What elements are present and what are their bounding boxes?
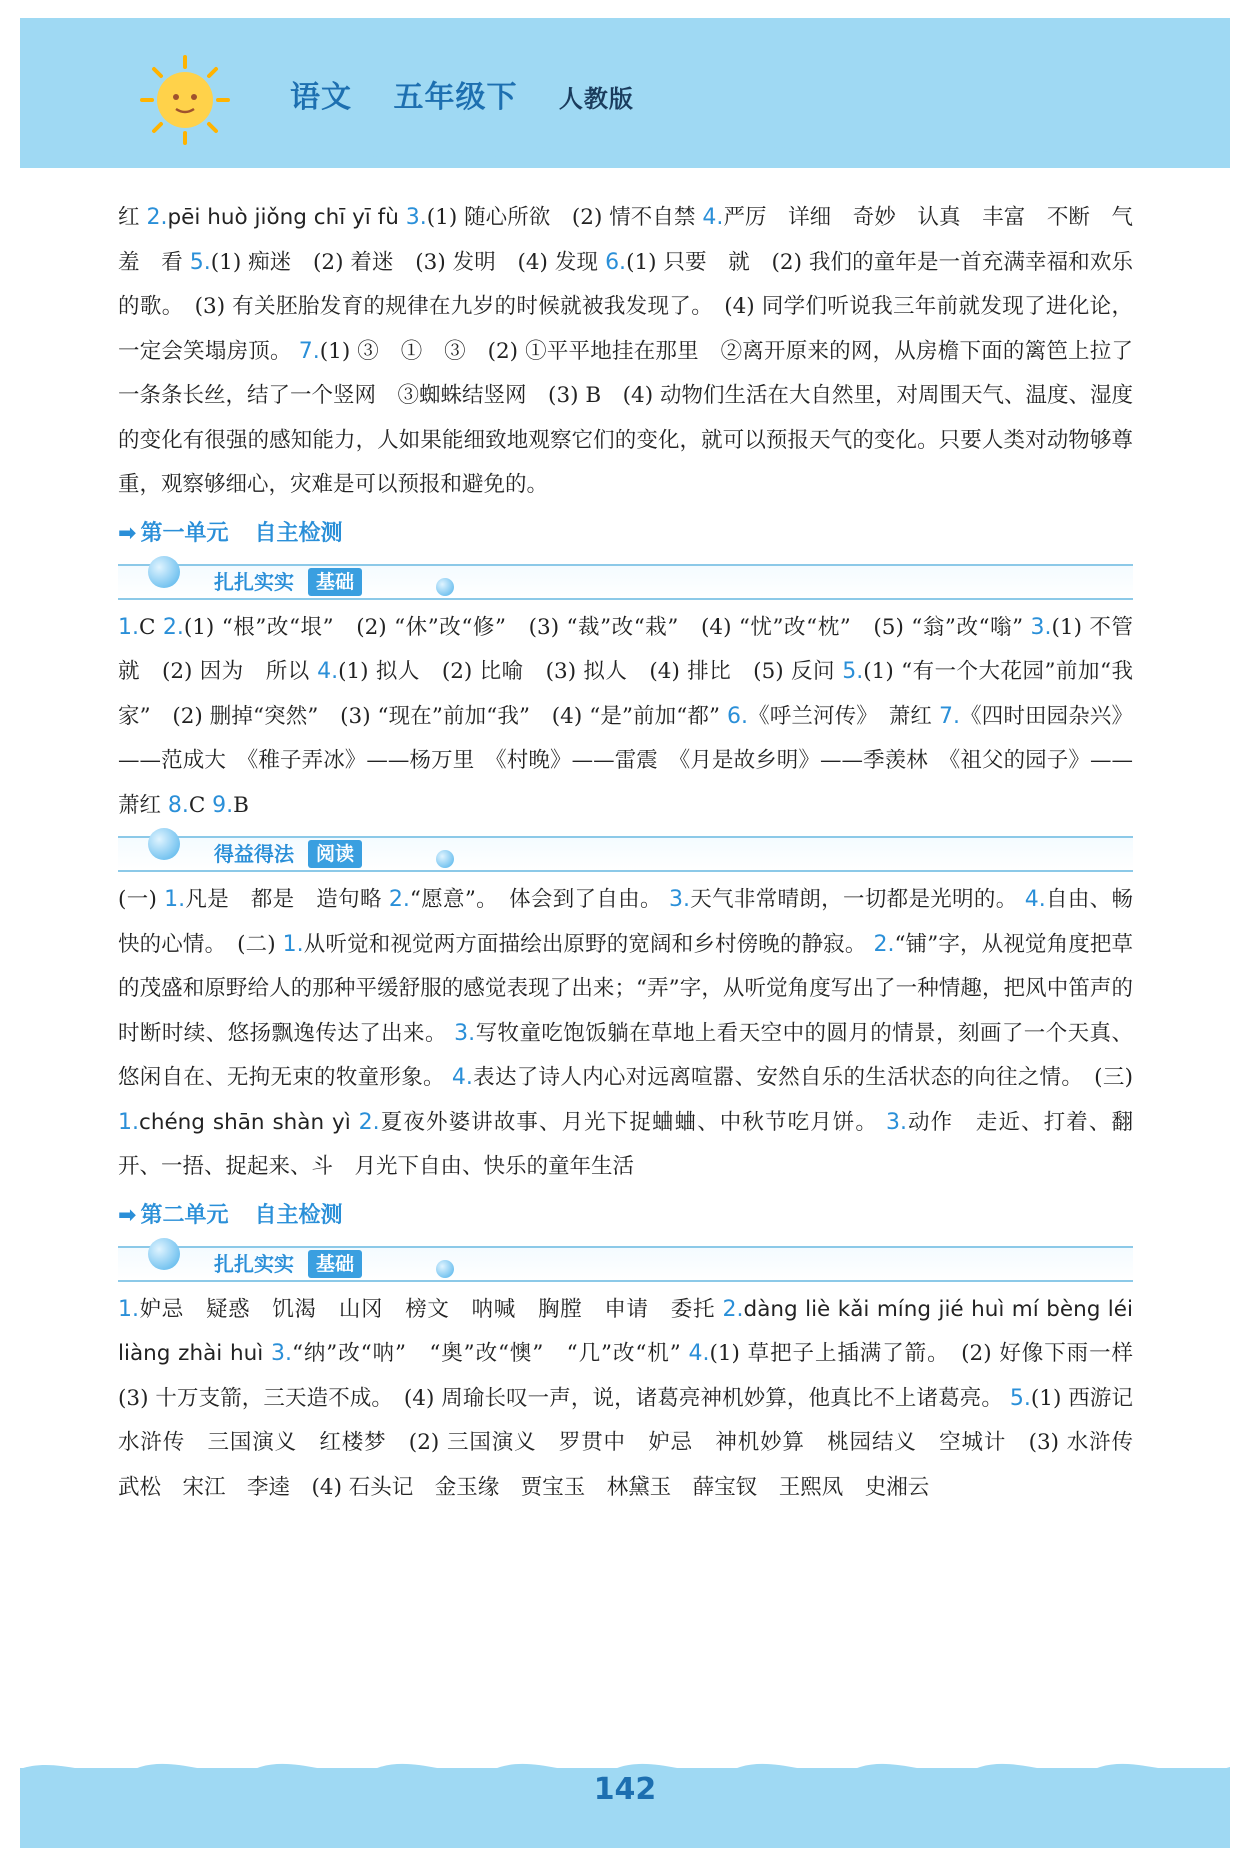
unit1-heading: ➡ 第一单元 自主检测 bbox=[118, 520, 343, 546]
answer-text: 红 bbox=[118, 205, 147, 230]
bubble-icon bbox=[148, 1238, 180, 1270]
answer-text: “愿意”。 体会到了自由。 bbox=[409, 887, 669, 912]
question-number: 5. bbox=[1009, 1385, 1031, 1411]
answer-text: (1) 不管 就 (2) 因为 所以 bbox=[118, 614, 1155, 684]
question-number: 9. bbox=[212, 792, 234, 818]
answer-text: 动作 走近、打着、翻开、一捂、捉起来、斗 月光下自由、快乐的童年生活 bbox=[118, 1109, 1133, 1179]
pinyin-text: pēi huò jiǒng chī yī fù bbox=[167, 205, 406, 230]
bubble-small-icon bbox=[436, 578, 454, 596]
header-title bbox=[290, 72, 664, 116]
question-number: 2. bbox=[722, 1296, 744, 1322]
answer-content bbox=[118, 196, 1155, 1510]
question-number: 1. bbox=[118, 614, 139, 640]
answer-text: C bbox=[139, 614, 163, 640]
question-number: 4. bbox=[1024, 887, 1046, 912]
question-number: 3. bbox=[1030, 614, 1052, 640]
answer-text: (1) 西游记 水浒传 三国演义 红楼梦 (2) 三国演义 罗贯中 妒忌 神机妙算 桃园结义 空城计 (3) 水浒传 武松 宋江 李逵 (4) 石头记 金玉缘 贾宝玉 林黛玉 薛宝钗 王熙凤 史湘云 bbox=[118, 1385, 1155, 1500]
edition-label: 人教版 bbox=[558, 85, 634, 113]
unit2-heading: ➡ 第二单元 自主检测 bbox=[118, 1202, 343, 1228]
answer-text: (1) ③ ① ③ (2) ①平平地挂在那里 ②离开原来的网，从房檐下面的篱笆上拉了一条条长丝，结了一个竖网 ③蜘蛛结竖网 (3) B (4) 动物们生活在大自然里，对周围天气、温度、湿度的变化有很强的感知能力，人如果能细致地观察它们的变化，就可以预报天气的变化。只要人类对动物够尊重，观察够细心，灾难是可以预报和避免的。 bbox=[118, 338, 1133, 497]
question-number: 2. bbox=[146, 205, 168, 230]
question-number: 4. bbox=[451, 1065, 473, 1090]
answer-text: B bbox=[233, 792, 249, 818]
answer-text: 夏夜外婆讲故事、月光下捉蛐蛐、中秋节吃月饼。 bbox=[379, 1109, 886, 1135]
bubble-small-icon bbox=[436, 850, 454, 868]
answer-text: (一) bbox=[118, 887, 165, 912]
bubble-icon bbox=[148, 828, 180, 860]
answer-text: 自由、畅快的心情。 (二) bbox=[118, 887, 1133, 957]
question-number: 3. bbox=[885, 1109, 907, 1135]
answer-text: 《呼兰河传》 萧红 bbox=[748, 703, 939, 729]
answer-text: 写牧童吃饱饭躺在草地上看天空中的圆月的情景，刻画了一个天真、悠闲自在、无拘无束的牧童形象。 bbox=[118, 1020, 1133, 1090]
question-number: 1. bbox=[118, 1296, 139, 1322]
answer-text: “纳”改“呐” “奥”改“懊” “几”改“机” bbox=[291, 1341, 689, 1366]
arrow-icon: ➡ bbox=[118, 1202, 137, 1228]
section-tag: 基础 bbox=[308, 1250, 362, 1278]
question-number: 5. bbox=[842, 659, 864, 684]
answer-text: (1) “根”改“垠” (2) “休”改“修” (3) “裁”改“栽” (4) “忧”改“枕” (5) “翁”改“嗡” bbox=[183, 614, 1031, 640]
unit1-basic-bar bbox=[118, 564, 1133, 600]
question-number: 4. bbox=[688, 1341, 710, 1366]
answer-text: 从听觉和视觉两方面描绘出原野的宽阔和乡村傍晚的静寂。 bbox=[303, 931, 874, 957]
subject-label: 语文 bbox=[290, 80, 352, 115]
intro-answers bbox=[118, 196, 1155, 508]
section-label: 得益得法 bbox=[214, 842, 294, 866]
answer-text: (1) 随心所欲 (2) 情不自禁 bbox=[426, 205, 703, 230]
answer-text: 严厉 详细 奇妙 认真 丰富 不断 气 羞 看 bbox=[118, 205, 1155, 275]
answer-text: C bbox=[188, 792, 213, 818]
question-number: 3. bbox=[454, 1020, 476, 1046]
answer-text: 妒忌 疑惑 饥渴 山冈 榜文 呐喊 胸膛 申请 委托 bbox=[139, 1296, 723, 1322]
question-number: 2. bbox=[873, 931, 895, 957]
answer-text: (1) 只要 就 (2) 我们的童年是一首充满幸福和欢乐的歌。 (3) 有关胚胎发育的规律在九岁的时候就被我发现了。 (4) 同学们听说我三年前就发现了进化论，一定会笑塌房顶。 bbox=[118, 249, 1133, 364]
section-label: 扎扎实实 bbox=[214, 1251, 294, 1276]
unit1-reading-bar bbox=[118, 836, 1133, 872]
pinyin-text: dàng liè kǎi míng jié huì mí bèng léi liàng zhài huì bbox=[118, 1296, 1133, 1366]
question-number: 4. bbox=[702, 205, 724, 230]
question-number: 3. bbox=[405, 205, 427, 230]
sun-icon bbox=[140, 55, 230, 145]
question-number: 2. bbox=[388, 887, 410, 912]
question-number: 1. bbox=[282, 931, 304, 957]
page-number: 142 bbox=[593, 1772, 657, 1807]
question-number: 8. bbox=[167, 792, 189, 818]
question-number: 3. bbox=[668, 887, 690, 912]
bubble-icon bbox=[148, 556, 180, 588]
question-number: 7. bbox=[938, 703, 960, 729]
question-number: 2. bbox=[358, 1109, 380, 1135]
answer-text: “铺”字，从视觉角度把草的茂盛和原野给人的那种平缓舒服的感觉表现了出来；“弄”字，从听觉角度写出了一种情趣，把风中笛声的时断时续、悠扬飘逸传达了出来。 bbox=[118, 931, 1133, 1046]
question-number: 1. bbox=[118, 1109, 139, 1135]
question-number: 5. bbox=[189, 249, 211, 275]
answer-text: 表达了诗人内心对远离喧嚣、安然自乐的生活状态的向往之情。 (三) bbox=[472, 1065, 1134, 1090]
section-label: 扎扎实实 bbox=[214, 569, 294, 594]
question-number: 2. bbox=[162, 614, 184, 640]
unit1-reading-answers bbox=[118, 878, 1133, 1190]
question-number: 7. bbox=[298, 338, 320, 364]
answer-text: 《四时田园杂兴》——范成大 《稚子弄冰》——杨万里 《村晚》——雷震 《月是故乡明》——季羡林 《祖父的园子》——萧红 bbox=[118, 703, 1133, 818]
question-number: 4. bbox=[317, 659, 339, 684]
unit2-basic-answers bbox=[118, 1288, 1155, 1511]
answer-text: (1) 草把子上插满了箭。 (2) 好像下雨一样 (3) 十万支箭，三天造不成。 (4) 周瑜长叹一声，说，诸葛亮神机妙算，他真比不上诸葛亮。 bbox=[118, 1341, 1155, 1411]
unit2-basic-bar bbox=[118, 1246, 1133, 1282]
answer-text: (1) 痴迷 (2) 着迷 (3) 发明 (4) 发现 bbox=[210, 249, 606, 275]
section-tag: 阅读 bbox=[308, 840, 362, 868]
arrow-icon: ➡ bbox=[118, 520, 137, 546]
question-number: 3. bbox=[270, 1341, 292, 1366]
answer-text: (1) 拟人 (2) 比喻 (3) 拟人 (4) 排比 (5) 反问 bbox=[338, 659, 843, 684]
pinyin-text: chéng shān shàn yì bbox=[139, 1109, 359, 1135]
answer-text: 天气非常晴朗，一切都是光明的。 bbox=[689, 887, 1025, 912]
answer-text: 凡是 都是 造句略 bbox=[185, 887, 389, 912]
question-number: 6. bbox=[605, 249, 627, 275]
question-number: 6. bbox=[727, 703, 749, 729]
unit1-basic-answers bbox=[118, 606, 1155, 829]
question-number: 1. bbox=[164, 887, 186, 912]
bubble-small-icon bbox=[436, 1260, 454, 1278]
answer-text: (1) “有一个大花园”前加“我家” (2) 删掉“突然” (3) “现在”前加“我” (4) “是”前加“都” bbox=[118, 659, 1134, 729]
section-tag: 基础 bbox=[308, 568, 362, 596]
grade-label: 五年级下 bbox=[393, 80, 518, 115]
